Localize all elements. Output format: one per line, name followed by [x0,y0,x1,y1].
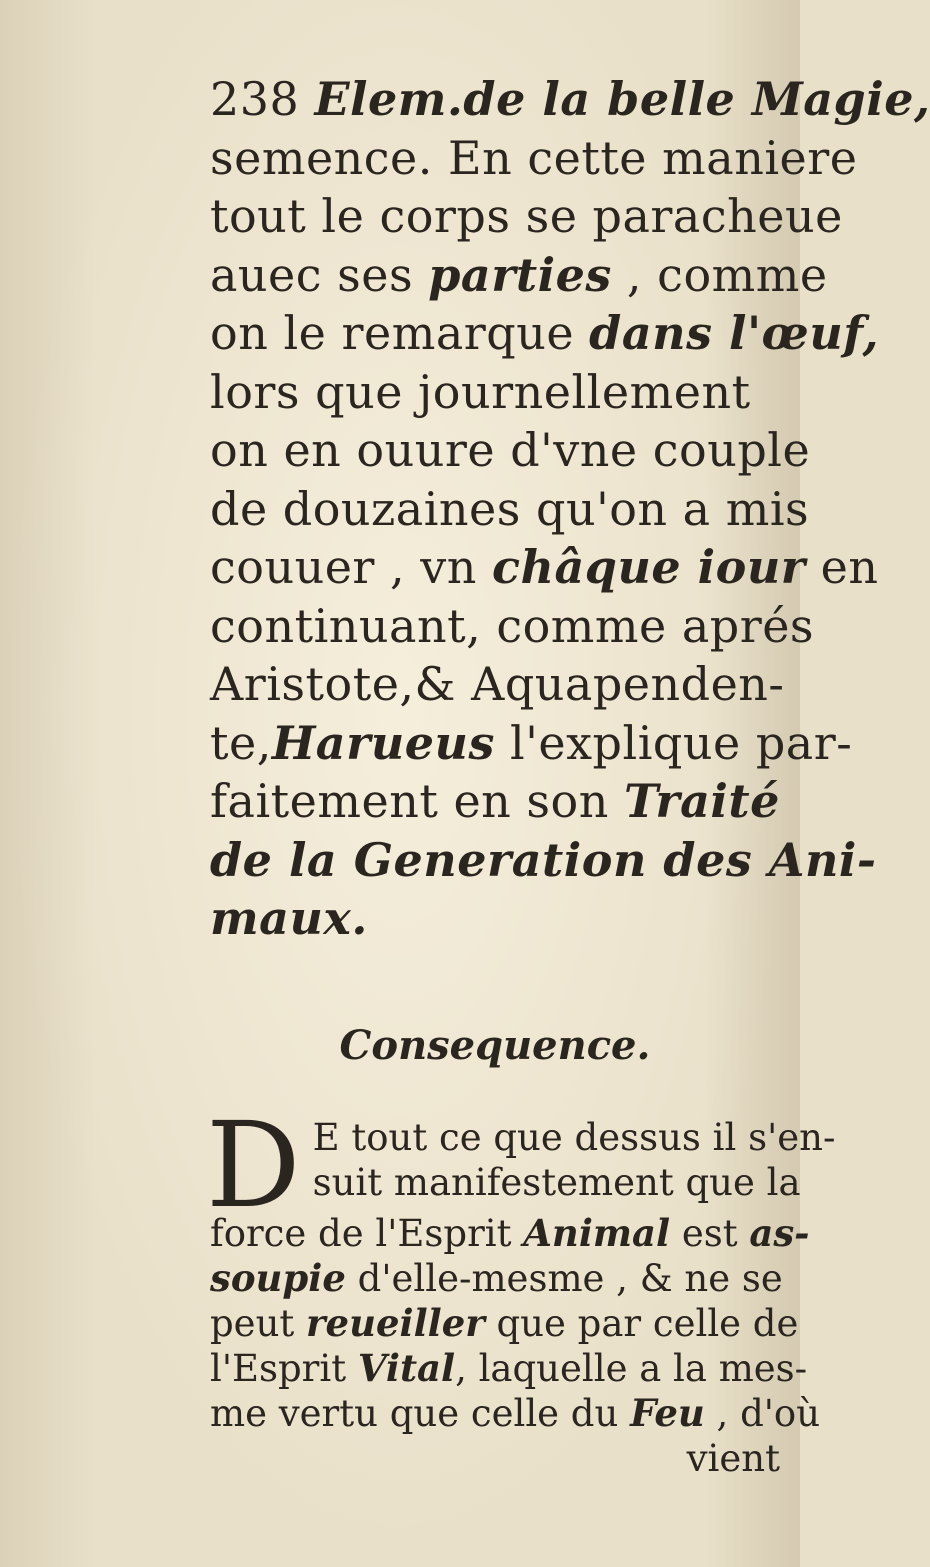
running-header [210,70,930,129]
text-line: on en ouure d'vne couple [210,423,811,477]
text-line: me vertu que celle du Feu , d'où [210,1391,821,1435]
text-line: de douzaines qu'on a mis [210,481,810,536]
text-line: E tout ce que dessus il s'en- [312,1116,836,1159]
text-line: Aristote,& Aquapenden- [210,657,785,711]
text-line: auec ses parties , comme [210,247,828,302]
text-line: maux. [210,891,368,945]
text-line: couuer , vn châque iour en [210,540,879,594]
section-heading: Consequence. [339,1022,651,1069]
text-line: peut reueiller que par celle de [210,1301,799,1345]
text-line: soupie d'elle-mesme , & ne se [210,1256,783,1300]
text-line: te,Harueus l'explique par- [210,715,853,770]
text-line: de la Generation des Ani- [210,832,877,887]
text-line: semence. En cette maniere [210,130,858,185]
running-title: Elem.de la belle Magie, [314,72,930,126]
text-line: suit manifestement que la [312,1161,801,1204]
drop-cap: D [206,1096,301,1234]
paragraph-consequence [206,1096,836,1481]
text-line: l'Esprit Vital, laquelle a la mes- [210,1346,808,1390]
text-line: force de l'Esprit Animal est as- [210,1211,810,1255]
text-line: on le remarque dans l'œuf, [210,306,880,360]
text-line: lors que journellement [210,364,751,419]
page-number: 238 [210,72,300,126]
text-line: continuant, comme aprés [210,598,815,653]
catchword: vient [686,1437,780,1480]
text-line: faitement en son Traité [210,774,780,828]
main-text [210,70,930,948]
text-line: tout le corps se paracheue [210,189,843,243]
